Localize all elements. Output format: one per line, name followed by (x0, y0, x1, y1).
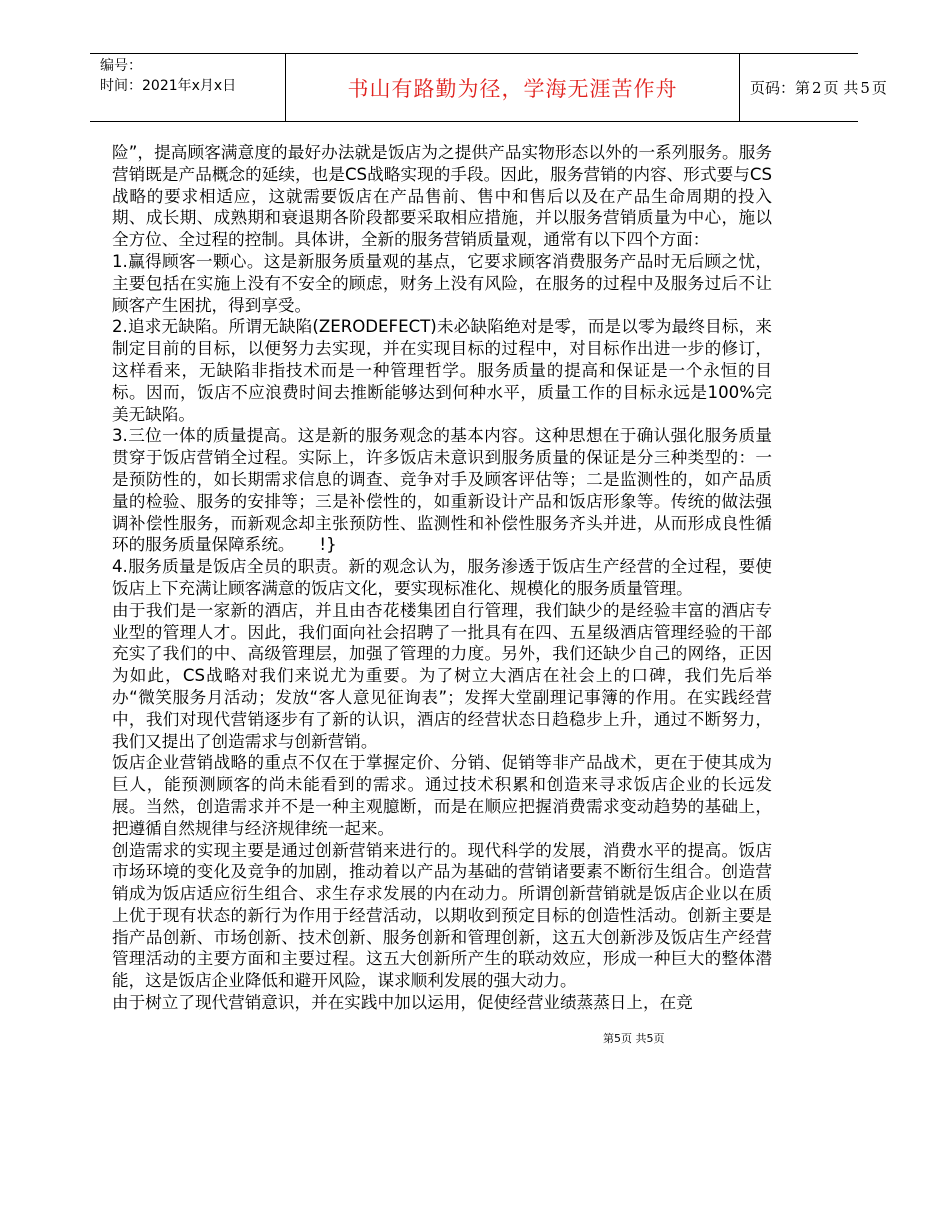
paragraph: 由于我们是一家新的酒店，并且由杏花楼集团自行管理，我们缺少的是经验丰富的酒店专业型的管理人才。因此，我们面向社会招聘了一批具有在四、五星级酒店管理经验的干部充实了我们的中、高级管理层，加强了管理的力度。另外，我们还缺少自己的网络，正因为如此，CS战略对我们来说尤为重要。为了树立大酒店在社会上的口碑，我们先后举办“微笑服务月活动；发放“客人意见征询表”；发挥大堂副理记事簿的作用。在实践经营中，我们对现代营销逐步有了新的认识，酒店的经营状态日趋稳步上升，通过不断努力，我们又提出了创造需求与创新营销。 (112, 600, 772, 751)
paragraph: 2.追求无缺陷。所谓无缺陷(ZERODEFECT)未必缺陷绝对是零，而是以零为最终目标，来制定目前的目标，以便努力去实现，并在实现目标的过程中，对目标作出进一步的修订，这样看来，无缺陷非指技术而是一种管理哲学。服务质量的提高和保证是一个永恒的目标。因而，饭店不应浪费时间去推断能够达到何种水平，质量工作的目标永远是100%完美无缺陷。 (112, 317, 772, 424)
paragraph: 4.服务质量是饭店全员的职责。新的观念认为，服务渗透于饭店生产经营的全过程，要使饭店上下充满让顾客满意的饭店文化，要实现标准化、规模化的服务质量管理。 (112, 557, 772, 598)
page-prefix: 页码：第 (750, 79, 811, 97)
page-indicator (740, 54, 887, 121)
document-body (112, 142, 772, 1014)
overlay-page-stamp: 第5页 共5页 (603, 1032, 665, 1045)
serial-label: 编号： (100, 58, 142, 74)
paragraph: 饭店企业营销战略的重点不仅在于掌握定价、分销、促销等非产品战术，更在于使其成为巨人，能预测顾客的尚未能看到的需求。通过技术积累和创造来寻求饭店企业的长远发展。当然，创造需求并不是一种主观臆断，而是在顺应把握消费需求变动趋势的基础上，把遵循自然规律与经济规律统一起来。 (112, 753, 772, 838)
page-header (90, 53, 887, 122)
paragraph: 险”，提高顾客满意度的最好办法就是饭店为之提供产品实物形态以外的一系列服务。服务营销既是产品概念的延续，也是CS战略实现的手段。因此，服务营销的内容、形式要与CS战略的要求相适应，这就需要饭店在产品售前、售中和售后以及在产品生命周期的投入期、成长期、成熟期和衰退期各阶段都要采取相应措施，并以服务营销质量为中心，施以全方位、全过程的控制。具体讲，全新的服务营销质量观，通常有以下四个方面： (112, 143, 772, 250)
header-motto: 书山有路勤为径，学海无涯苦作舟 (285, 54, 740, 121)
paragraph: 创造需求的实现主要是通过创新营销来进行的。现代科学的发展，消费水平的提高。饭店市场环境的变化及竞争的加剧，推动着以产品为基础的营销诸要素不断衍生组合。创造营销成为饭店适应衍生组合、求生存求发展的内在动力。所谓创新营销就是饭店企业以在质上优于现有状态的新行为作用于经营活动，以期收到预定目标的创造性活动。创新主要是指产品创新、市场创新、技术创新、服务创新和管理创新，这五大创新涉及饭店生产经营管理活动的主要方面和主要过程。这五大创新所产生的联动效应，形成一种巨大的整体潜能，这是饭店企业降低和避开风险，谋求顺利发展的强大动力。 (112, 840, 772, 991)
page-current: 2 (812, 78, 822, 97)
paragraph: 由于树立了现代营销意识，并在实践中加以运用，促使经营业绩蒸蒸日上，在竞 (112, 993, 693, 1013)
page-total: 5 (860, 78, 870, 97)
page-mid: 页 共 (823, 79, 859, 97)
time-label: 时间：2021年x月x日 (100, 78, 237, 94)
paragraph: 1.赢得顾客一颗心。这是新服务质量观的基点，它要求顾客消费服务产品时无后顾之忧，主要包括在实施上没有不安全的顾虑，财务上没有风险，在服务的过程中及服务过后不让顾客产生困扰，得到享受。 (112, 251, 772, 315)
paragraph: 3.三位一体的质量提高。这是新的服务观念的基本内容。这种思想在于确认强化服务质量贯穿于饭店营销全过程。实际上，许多饭店未意识到服务质量的保证是分三种类型的：一是预防性的，如长期需求信息的调查、竞争对手及顾客评估等；二是监测性的，如产品质量的检验、服务的安排等；三是补偿性的，如重新设计产品和饭店形象等。传统的做法强调补偿性服务，而新观念却主张预防性、监测性和补偿性服务齐头并进，从而形成良性循环的服务质量保障系统。 !} (112, 426, 772, 555)
page-suffix: 页 (871, 79, 887, 97)
header-meta (90, 54, 285, 121)
